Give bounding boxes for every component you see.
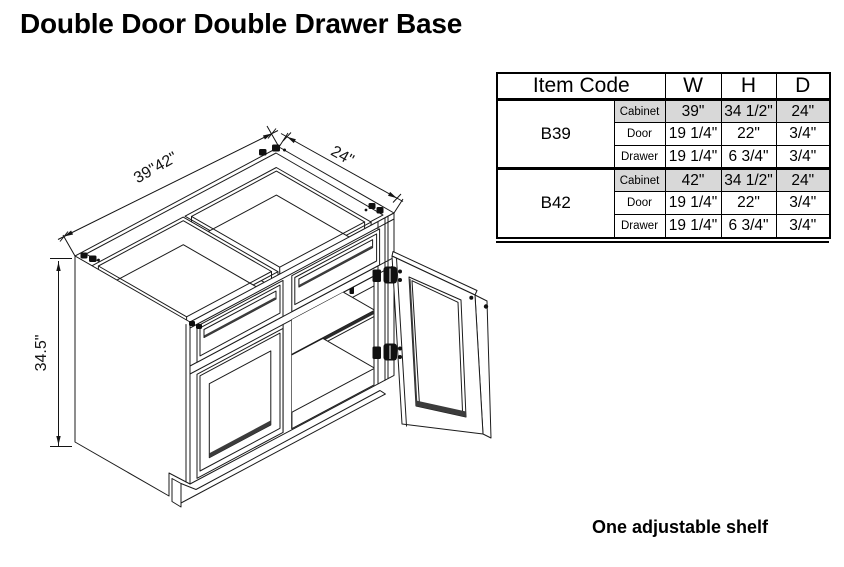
table-header-row <box>497 73 830 100</box>
table-row <box>497 169 830 192</box>
width-dim-label: 39"42" <box>131 149 181 188</box>
value-h: 22" <box>721 123 776 146</box>
value-d: 24" <box>776 100 830 123</box>
value-d: 3/4" <box>776 146 830 169</box>
value-w: 19 1/4" <box>665 192 721 215</box>
part-label: Door <box>614 192 665 215</box>
part-label: Drawer <box>614 146 665 169</box>
value-w: 19 1/4" <box>665 123 721 146</box>
spec-table <box>496 72 831 239</box>
value-d: 3/4" <box>776 192 830 215</box>
value-h: 34 1/2" <box>721 169 776 192</box>
page-title: Double Door Double Drawer Base <box>20 8 463 39</box>
spec-table-wrapper <box>496 72 829 243</box>
value-d: 24" <box>776 169 830 192</box>
header-col-h: H <box>721 73 776 100</box>
header-col-d: D <box>776 73 830 100</box>
value-h: 22" <box>721 192 776 215</box>
door-bumper <box>484 304 488 308</box>
value-h: 34 1/2" <box>721 100 776 123</box>
value-h: 6 3/4" <box>721 146 776 169</box>
part-label: Cabinet <box>614 100 665 123</box>
header-col-w: W <box>665 73 721 100</box>
value-d: 3/4" <box>776 123 830 146</box>
door-bumper <box>469 296 473 300</box>
part-label: Cabinet <box>614 169 665 192</box>
value-w: 19 1/4" <box>665 215 721 238</box>
open-door <box>392 252 491 439</box>
item-code-b42: B42 <box>497 169 614 238</box>
part-label: Door <box>614 123 665 146</box>
adjustable-shelf-note: One adjustable shelf <box>592 517 769 537</box>
value-w: 19 1/4" <box>665 146 721 169</box>
item-code-b39: B39 <box>497 100 614 169</box>
depth-dim-label: 24" <box>327 142 357 170</box>
value-d: 3/4" <box>776 215 830 238</box>
part-label: Drawer <box>614 215 665 238</box>
dimension-height <box>33 259 72 447</box>
height-dim-label: 34.5" <box>33 334 50 372</box>
header-item-code: Item Code <box>497 73 665 100</box>
value-w: 42" <box>665 169 721 192</box>
value-w: 39" <box>665 100 721 123</box>
table-row <box>497 100 830 123</box>
value-h: 6 3/4" <box>721 215 776 238</box>
